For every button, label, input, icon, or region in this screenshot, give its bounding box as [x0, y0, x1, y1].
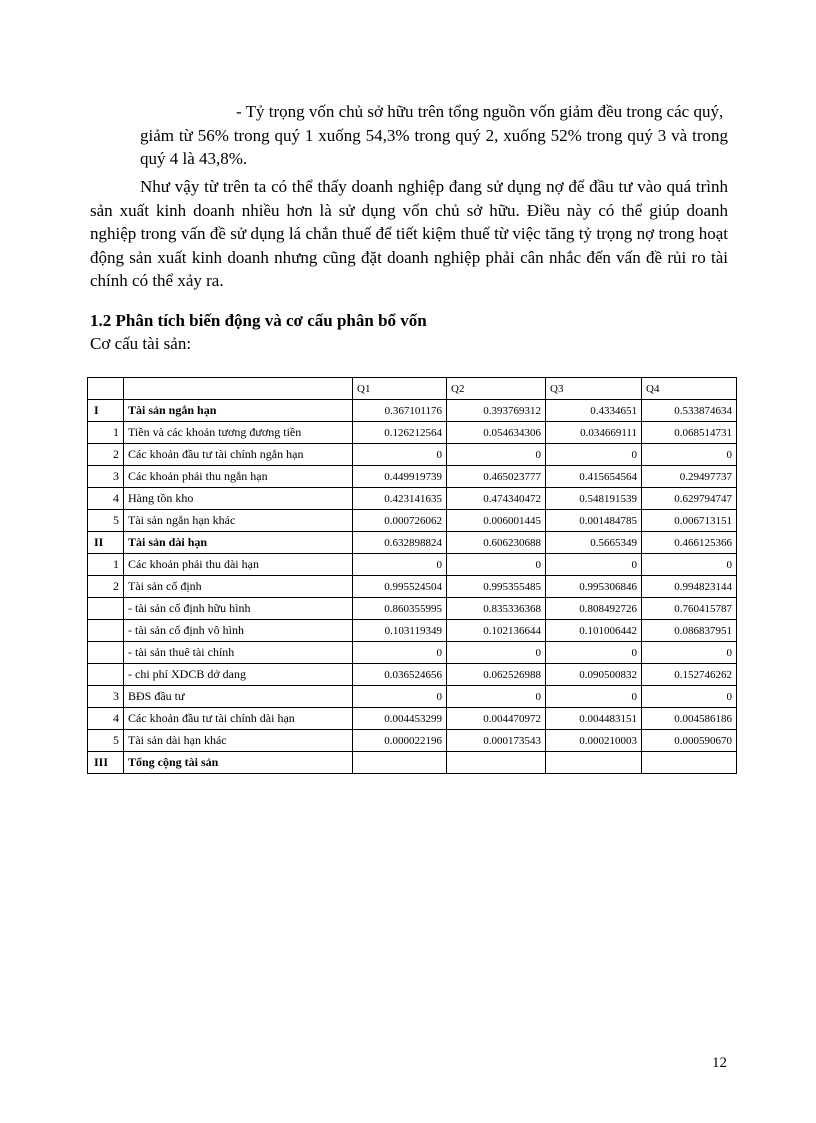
value-q1: 0.103119349 [353, 620, 447, 642]
value-q2: 0 [447, 444, 546, 466]
table-row [88, 444, 737, 466]
row-number: 1 [88, 554, 124, 576]
value-q1: 0.860355995 [353, 598, 447, 620]
value-q2: 0.606230688 [447, 532, 546, 554]
header-cell-q1: Q1 [353, 378, 447, 400]
value-q4: 0 [642, 554, 737, 576]
row-number: 2 [88, 444, 124, 466]
header-cell-q4: Q4 [642, 378, 737, 400]
row-number: III [88, 752, 124, 774]
row-label: Hàng tồn kho [124, 488, 353, 510]
header-cell-q2: Q2 [447, 378, 546, 400]
row-number: 5 [88, 510, 124, 532]
header-cell-q3: Q3 [546, 378, 642, 400]
value-q1: 0.036524656 [353, 664, 447, 686]
row-number: 1 [88, 422, 124, 444]
row-label: Tài sản ngắn hạn [124, 400, 353, 422]
value-q4: 0 [642, 686, 737, 708]
value-q3: 0.5665349 [546, 532, 642, 554]
table-row [88, 422, 737, 444]
row-number: I [88, 400, 124, 422]
table-row [88, 488, 737, 510]
value-q4: 0 [642, 642, 737, 664]
value-q4: 0.466125366 [642, 532, 737, 554]
value-q1: 0.367101176 [353, 400, 447, 422]
paragraph-debt-usage: Như vậy từ trên ta có thể thấy doanh nghiệp đang sử dụng nợ để đầu tư vào quá trình sản xuất kinh doanh nhiều hơn là sử dụng vốn chủ sở hữu. Điều này có thể giúp doanh nghiệp trong vấn đề sử dụng lá chắn thuế để tiết kiệm thuế từ việc tăng tỷ trọng nợ trong hoạt động sản xuất kinh doanh nhưng cũng đặt doanh nghiệp phải cân nhắc đến vấn đề rủi ro tài chính có thể xảy ra. [90, 177, 728, 290]
value-q2: 0.004470972 [447, 708, 546, 730]
value-q1: 0.126212564 [353, 422, 447, 444]
paragraph-line: - Tỷ trọng vốn chủ sở hữu trên tổng nguồn vốn giảm đều trong các quý, [236, 102, 724, 121]
row-number: 3 [88, 686, 124, 708]
value-q1: 0.632898824 [353, 532, 447, 554]
row-number: 2 [88, 576, 124, 598]
row-number: 5 [88, 730, 124, 752]
table-row [88, 686, 737, 708]
row-label: - tài sản thuê tài chính [124, 642, 353, 664]
value-q2: 0.000173543 [447, 730, 546, 752]
value-q2: 0.835336368 [447, 598, 546, 620]
table-header-row [88, 378, 737, 400]
value-q4: 0.006713151 [642, 510, 737, 532]
row-label: Tổng cộng tài sản [124, 752, 353, 774]
value-q3: 0 [546, 444, 642, 466]
row-label: Tài sản dài hạn khác [124, 730, 353, 752]
row-number: 3 [88, 466, 124, 488]
value-q2: 0.102136644 [447, 620, 546, 642]
row-label: Tiền và các khoản tương đương tiền [124, 422, 353, 444]
table-row [88, 400, 737, 422]
header-cell [124, 378, 353, 400]
row-label: - chi phí XDCB dở dang [124, 664, 353, 686]
value-q1: 0.000022196 [353, 730, 447, 752]
row-number [88, 598, 124, 620]
value-q4: 0 [642, 444, 737, 466]
value-q3: 0.548191539 [546, 488, 642, 510]
asset-structure-table [87, 377, 737, 774]
value-q2: 0.474340472 [447, 488, 546, 510]
value-q2: 0.393769312 [447, 400, 546, 422]
value-q3: 0.4334651 [546, 400, 642, 422]
value-q2 [447, 752, 546, 774]
value-q1: 0.004453299 [353, 708, 447, 730]
value-q4: 0.29497737 [642, 466, 737, 488]
value-q3: 0.034669111 [546, 422, 642, 444]
row-number: 4 [88, 708, 124, 730]
value-q3: 0 [546, 642, 642, 664]
value-q1: 0.995524504 [353, 576, 447, 598]
page-number: 12 [712, 1055, 727, 1071]
value-q4: 0.760415787 [642, 598, 737, 620]
section-subheading: Cơ cấu tài sản: [90, 334, 192, 353]
value-q1: 0 [353, 554, 447, 576]
value-q2: 0 [447, 686, 546, 708]
row-label: - tài sản cố định vô hình [124, 620, 353, 642]
row-label: Các khoản đầu tư tài chính ngắn hạn [124, 444, 353, 466]
value-q4: 0.004586186 [642, 708, 737, 730]
row-number: 4 [88, 488, 124, 510]
value-q3: 0 [546, 686, 642, 708]
value-q2: 0.054634306 [447, 422, 546, 444]
table-row [88, 598, 737, 620]
value-q1: 0.423141635 [353, 488, 447, 510]
table-row [88, 510, 737, 532]
row-label: Tài sản cố định [124, 576, 353, 598]
header-cell [88, 378, 124, 400]
section-heading: 1.2 Phân tích biến động và cơ cấu phân bổ vốn [90, 311, 427, 330]
value-q2: 0 [447, 642, 546, 664]
row-label: - tài sản cố định hữu hình [124, 598, 353, 620]
table-row [88, 664, 737, 686]
value-q4: 0.068514731 [642, 422, 737, 444]
value-q3: 0.000210003 [546, 730, 642, 752]
value-q4: 0.086837951 [642, 620, 737, 642]
value-q2: 0.006001445 [447, 510, 546, 532]
table-row [88, 576, 737, 598]
value-q4 [642, 752, 737, 774]
row-number [88, 642, 124, 664]
value-q3: 0.004483151 [546, 708, 642, 730]
value-q1: 0.000726062 [353, 510, 447, 532]
value-q4: 0.000590670 [642, 730, 737, 752]
value-q3: 0.995306846 [546, 576, 642, 598]
value-q3: 0.415654564 [546, 466, 642, 488]
value-q3: 0.101006442 [546, 620, 642, 642]
row-label: Các khoản đầu tư tài chính dài hạn [124, 708, 353, 730]
table-row [88, 708, 737, 730]
paragraph-equity-ratio [90, 100, 728, 171]
value-q1: 0 [353, 642, 447, 664]
table-row [88, 752, 737, 774]
table-row [88, 532, 737, 554]
value-q1: 0 [353, 444, 447, 466]
value-q3: 0 [546, 554, 642, 576]
value-q1: 0 [353, 686, 447, 708]
row-label: Tài sản ngắn hạn khác [124, 510, 353, 532]
value-q1: 0.449919739 [353, 466, 447, 488]
table-row [88, 620, 737, 642]
value-q1 [353, 752, 447, 774]
value-q2: 0.995355485 [447, 576, 546, 598]
table-row [88, 730, 737, 752]
table-row [88, 466, 737, 488]
value-q3: 0.808492726 [546, 598, 642, 620]
paragraph-text: giảm từ 56% trong quý 1 xuống 54,3% trong quý 2, xuống 52% trong quý 3 và trong quý 4 là 43,8%. [140, 125, 728, 168]
value-q2: 0.062526988 [447, 664, 546, 686]
row-number [88, 664, 124, 686]
row-label: Tài sản dài hạn [124, 532, 353, 554]
value-q4: 0.994823144 [642, 576, 737, 598]
value-q2: 0 [447, 554, 546, 576]
value-q3 [546, 752, 642, 774]
row-number [88, 620, 124, 642]
table-row [88, 642, 737, 664]
table-row [88, 554, 737, 576]
row-label: Các khoản phải thu ngắn hạn [124, 466, 353, 488]
value-q4: 0.629794747 [642, 488, 737, 510]
value-q3: 0.001484785 [546, 510, 642, 532]
row-label: BĐS đầu tư [124, 686, 353, 708]
value-q2: 0.465023777 [447, 466, 546, 488]
value-q4: 0.152746262 [642, 664, 737, 686]
value-q3: 0.090500832 [546, 664, 642, 686]
row-label: Các khoản phải thu dài hạn [124, 554, 353, 576]
value-q4: 0.533874634 [642, 400, 737, 422]
row-number: II [88, 532, 124, 554]
